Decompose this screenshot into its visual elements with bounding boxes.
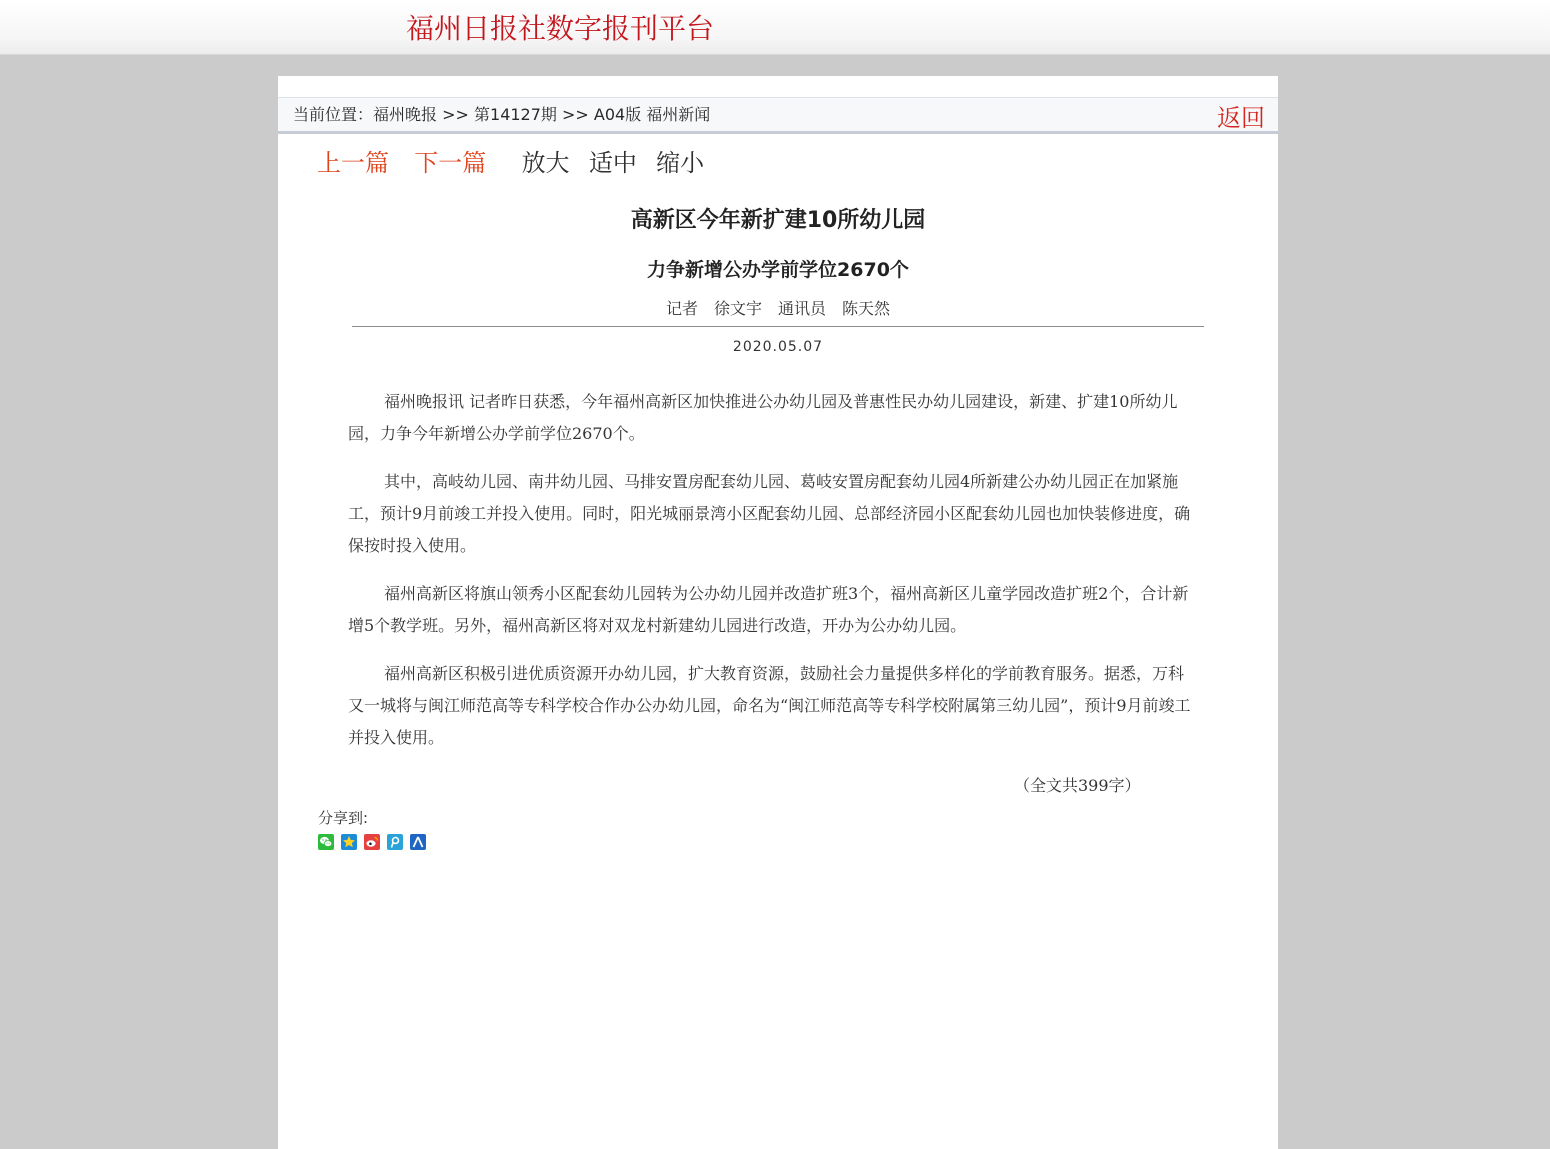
back-link[interactable]: 返回: [1217, 104, 1265, 132]
breadcrumb-issue-link[interactable]: 第14127期: [474, 105, 557, 124]
article-paragraph: 福州高新区积极引进优质资源开办幼儿园，扩大教育资源，鼓励社会力量提供多样化的学前教育服务。据悉，万科又一城将与闽江师范高等专科学校合作办公办幼儿园，命名为“闽江师范高等专科学校附属第三幼儿园”，预计9月前竣工并投入使用。: [348, 664, 1191, 747]
article-date: 2020.05.07: [732, 339, 824, 355]
zoom-out-link[interactable]: 缩小: [656, 149, 705, 177]
wechat-icon[interactable]: [318, 834, 334, 850]
share-label: 分享到:: [318, 809, 369, 827]
prev-article-link[interactable]: 上一篇: [317, 149, 389, 177]
tencent-weibo-icon[interactable]: [387, 834, 403, 850]
word-count: （全文共399字）: [1014, 776, 1141, 795]
top-banner: [0, 0, 1550, 55]
site-title: 福州日报社数字报刊平台: [406, 12, 715, 45]
article-body: [348, 386, 1198, 770]
breadcrumb-separator: >>: [437, 105, 475, 124]
article-paragraph: 其中，高岐幼儿园、南井幼儿园、马排安置房配套幼儿园、葛岐安置房配套幼儿园4所新建公办幼儿园正在加紧施工，预计9月前竣工并投入使用。同时，阳光城丽景湾小区配套幼儿园、总部经济园小区配套幼儿园也加快装修进度，确保按时投入使用。: [348, 472, 1191, 555]
article-paragraph: 福州晚报讯 记者昨日获悉，今年福州高新区加快推进公办幼儿园及普惠性民办幼儿园建设，新建、扩建10所幼儿园，力争今年新增公办学前学位2670个。: [348, 392, 1178, 443]
breadcrumb-prefix: 当前位置：: [293, 105, 374, 124]
qzone-icon[interactable]: [341, 834, 357, 850]
article-subtitle: 力争新增公办学前学位2670个: [647, 259, 909, 281]
breadcrumb: [293, 105, 710, 125]
breadcrumb-separator: >>: [556, 105, 594, 124]
weibo-icon[interactable]: [364, 834, 380, 850]
article-nav: [317, 146, 704, 180]
article-title: 高新区今年新扩建10所幼儿园: [630, 208, 926, 233]
zoom-in-link[interactable]: 放大: [521, 149, 570, 177]
breadcrumb-paper-link[interactable]: 福州晚报: [373, 105, 438, 124]
zoom-fit-link[interactable]: 适中: [588, 149, 637, 177]
article-paragraph: 福州高新区将旗山领秀小区配套幼儿园转为公办幼儿园并改造扩班3个，福州高新区儿童学园改造扩班2个，合计新增5个教学班。另外，福州高新区将对双龙村新建幼儿园进行改造，开办为公办幼儿园。: [348, 584, 1189, 635]
divider: [352, 326, 1204, 327]
breadcrumb-bar: [278, 97, 1278, 134]
article-byline: 记者 徐文宇 通讯员 陈天然: [665, 299, 890, 318]
renren-icon[interactable]: [410, 834, 426, 850]
article-panel: [278, 76, 1278, 1149]
breadcrumb-page-link[interactable]: A04版 福州新闻: [593, 105, 711, 124]
next-article-link[interactable]: 下一篇: [414, 149, 487, 177]
